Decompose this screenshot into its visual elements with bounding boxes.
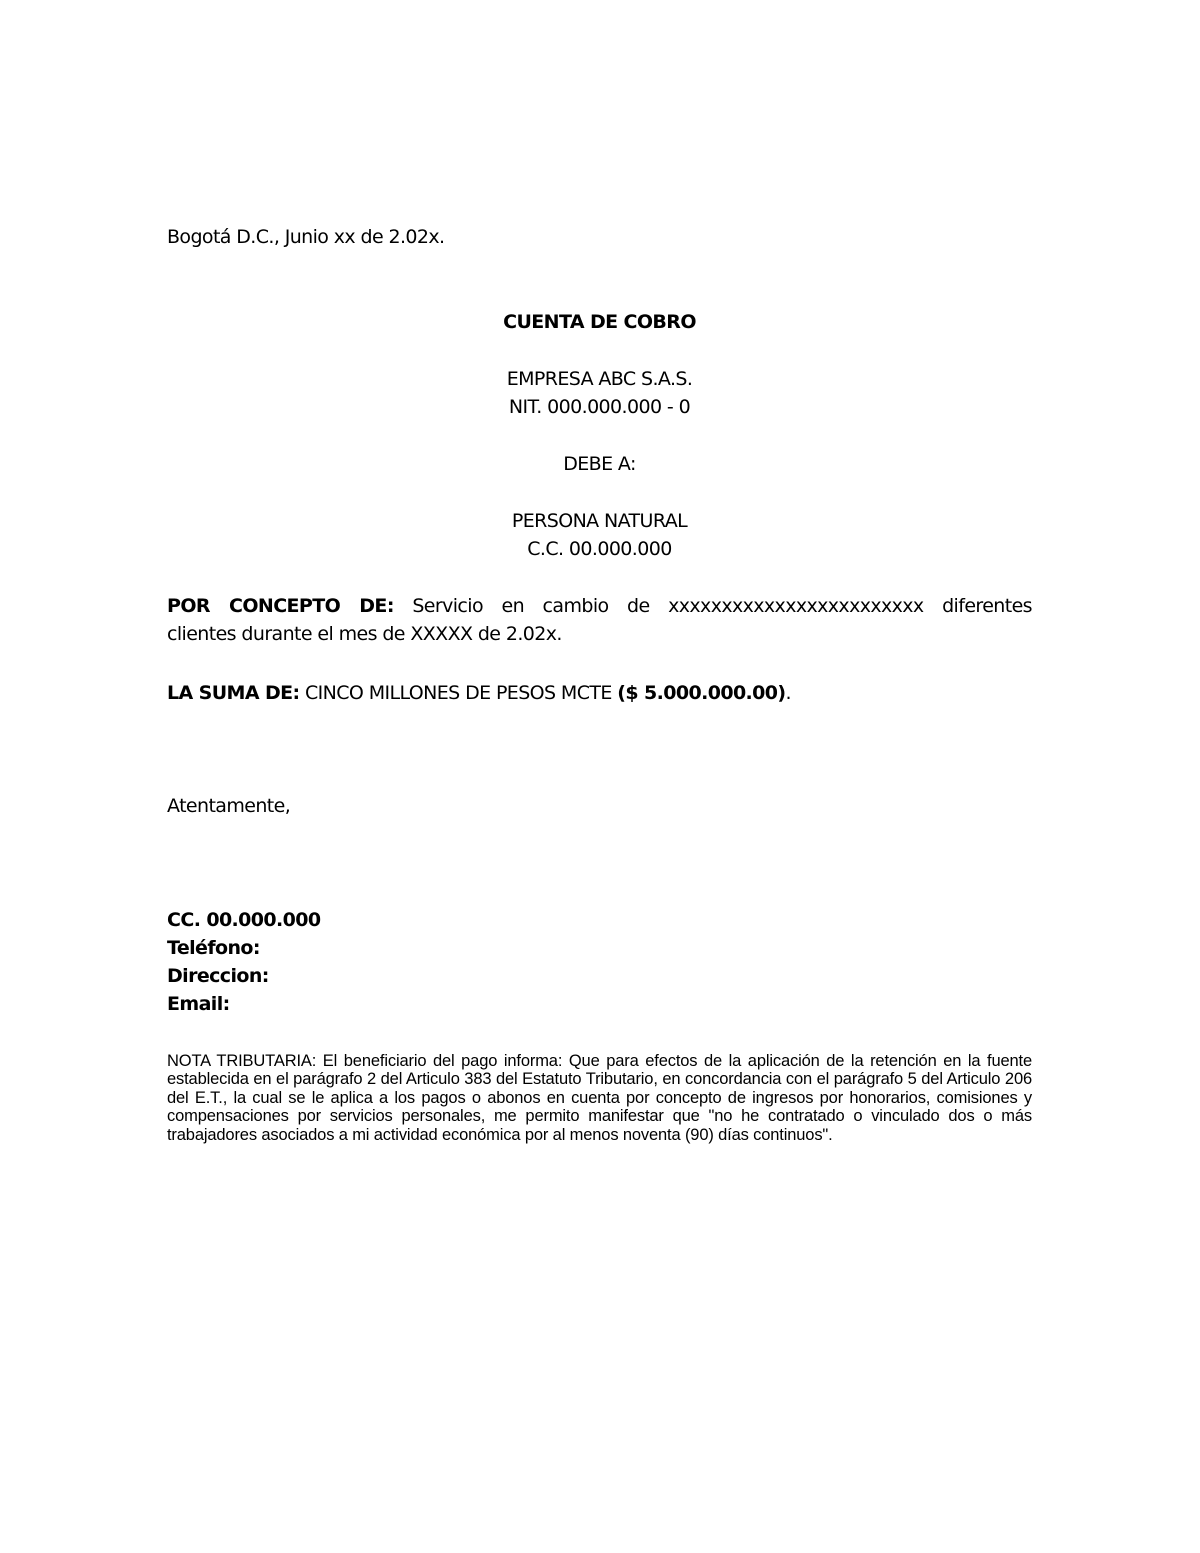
- concept-label: POR CONCEPTO DE:: [167, 595, 394, 617]
- creditor-id: C.C. 00.000.000: [527, 538, 672, 560]
- concept-paragraph-line-1: [167, 593, 1032, 619]
- tax-note: NOTA TRIBUTARIA: El beneficiario del pago informa: Que para efectos de la aplicación de la retención en la fuente establecida en el parágrafo 2 del Articulo 383 del Estatuto Tributario, en concordancia con el parágrafo 5 del Articulo 206 del E.T., la cual se le aplica a los pagos o abonos en cuenta por concepto de ingresos por honorarios, comisiones y compensaciones por servicios personales, me permito manifestar que "no he contratado o vinculado dos o más trabajadores asociados a mi actividad económica por al menos noventa (90) días continuos".: [167, 1052, 1032, 1144]
- debtor-nit: NIT. 000.000.000 - 0: [508, 396, 691, 418]
- concept-text-line-1: Servicio en cambio de xxxxxxxxxxxxxxxxxxxxxxxx diferentes: [412, 595, 1032, 617]
- date-line: Bogotá D.C., Junio xx de 2.02x.: [167, 226, 445, 248]
- amount-end: .: [785, 682, 791, 704]
- owes-label: DEBE A:: [563, 453, 636, 475]
- debtor-name: EMPRESA ABC S.A.S.: [506, 368, 693, 390]
- document-title: CUENTA DE COBRO: [503, 311, 696, 333]
- amount-figure: ($ 5.000.000.00): [617, 682, 786, 704]
- amount-words: CINCO MILLONES DE PESOS MCTE: [304, 682, 612, 704]
- creditor-name: PERSONA NATURAL: [511, 510, 688, 532]
- signature-address-label: Direccion:: [167, 965, 269, 987]
- signature-email-label: Email:: [167, 993, 230, 1015]
- amount-line: [167, 680, 791, 706]
- signature-id: CC. 00.000.000: [167, 909, 321, 931]
- closing: Atentamente,: [167, 795, 291, 817]
- concept-text-line-2: clientes durante el mes de XXXXX de 2.02x.: [167, 623, 562, 645]
- amount-label: LA SUMA DE:: [167, 682, 300, 704]
- signature-phone-label: Teléfono:: [167, 937, 260, 959]
